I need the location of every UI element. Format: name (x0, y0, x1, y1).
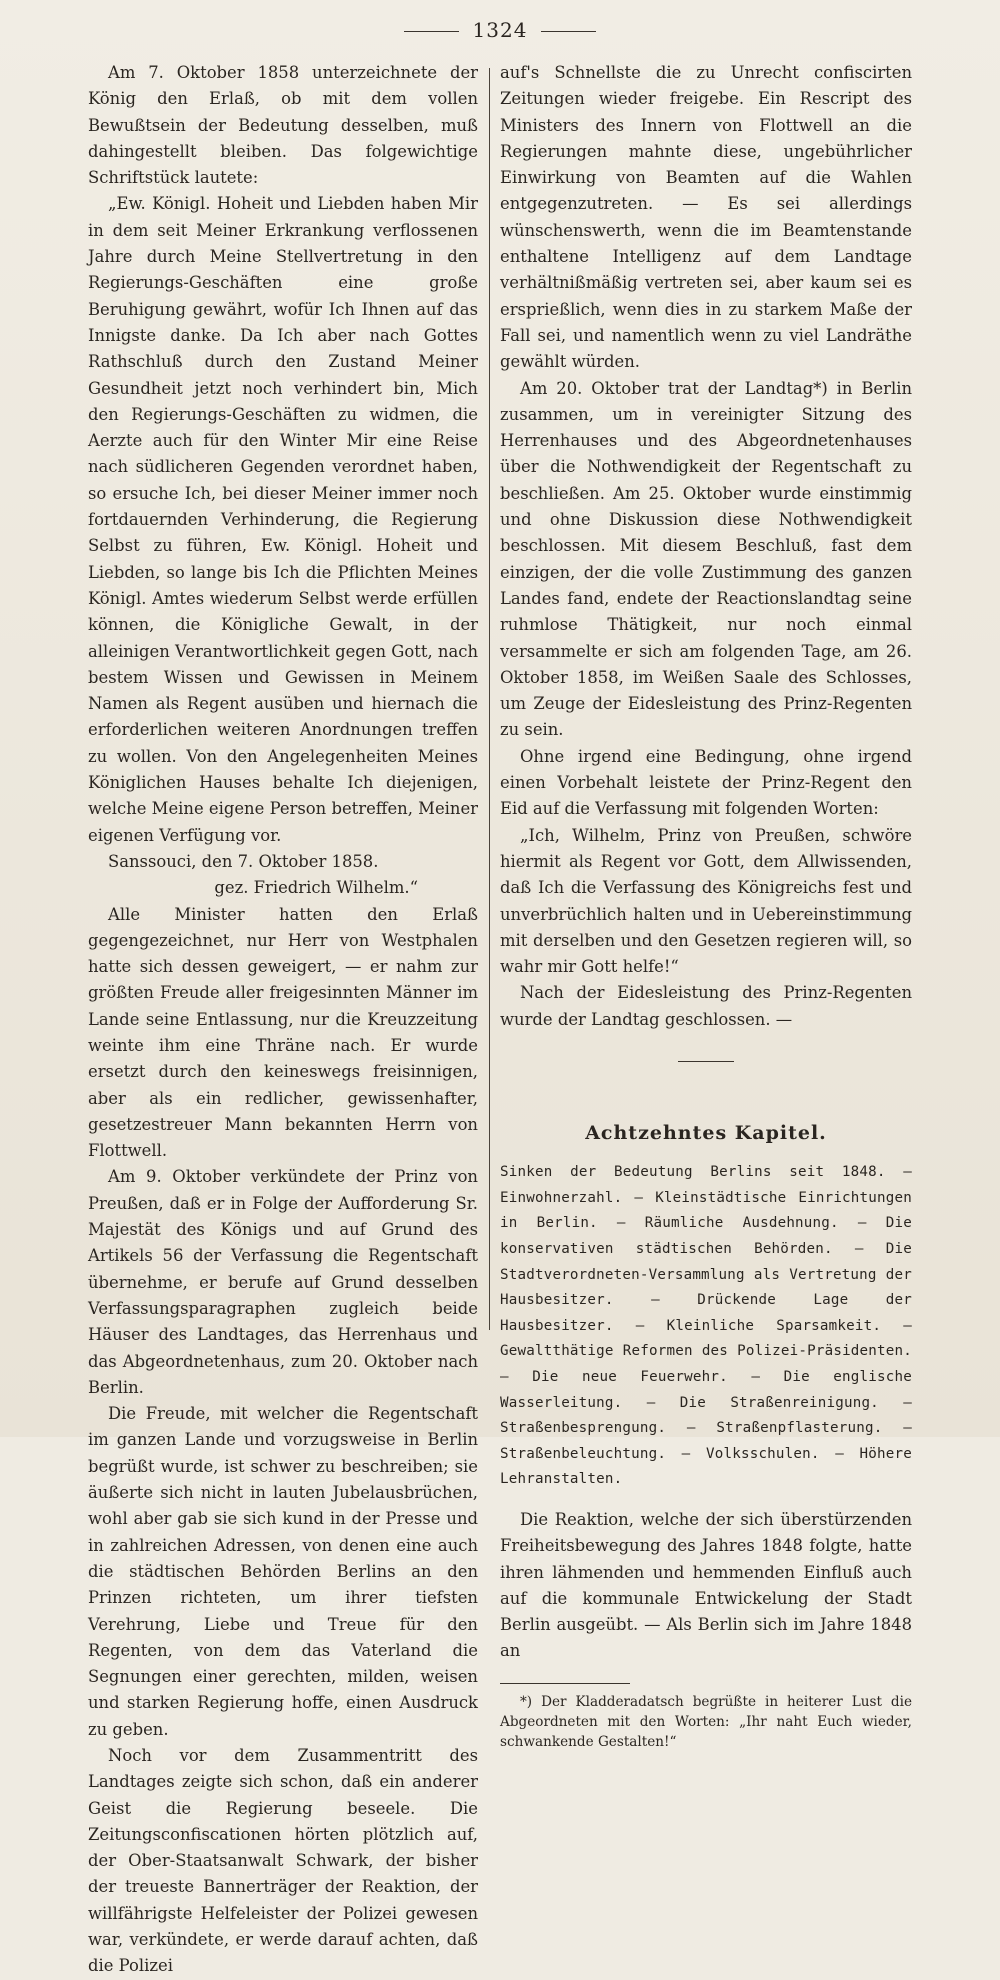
page-header (0, 18, 1000, 42)
left-column (88, 60, 478, 1976)
paragraph-rescript: auf's Schnellste die zu Unrecht confiscirten Zeitungen wieder freigebe. Ein Rescript des Ministers des Innern von Flottwell an die Regierungen mahnte diese, ungebührlicher Einwirkung von Beamten auf die Wahlen entgegenzutreten. — Es sei allerdings wünschenswerth, wenn die im Beamtenstande enthaltene Intelligenz auf dem Landtage verhältnißmäßig vertreten sei, aber kaum sei es ersprießlich, wenn dies in zu starkem Maße der Fall sei, und namentlich wenn zu viel Landräthe gewählt würden. (500, 63, 912, 372)
footnote-rule (500, 1683, 630, 1684)
section-rule (678, 1061, 734, 1062)
chapter-summary: Sinken der Bedeutung Berlins seit 1848. — Einwohnerzahl. — Kleinstädtische Einrichtungen in Berlin. — Räumliche Ausdehnung. — Die konservativen städtischen Behörden. — Die Stadtverordneten-Versammlung als Vertretung der Hausbesitzer. — Drückende Lage der Hausbesitzer. — Kleinliche Sparsamkeit. — Gewaltthätige Reformen des Polizei-Präsidenten. — Die neue Feuerwehr. — Die englische Wasserleitung. — Die Straßenreinigung. — Straßenbesprengung. — Straßenpflasterung. — Straßenbeleuchtung. — Volksschulen. — Höhere Lehranstalten. (500, 1164, 912, 1488)
paragraph-regency-announcement: Am 9. Oktober verkündete der Prinz von Preußen, daß er in Folge der Aufforderung Sr. Majestät des Königs und auf Grund des Artikels 56 der Verfassung die Regentschaft übernehme, er berufe auf Grund desselben Verfassungsparagraphen zugleich beide Häuser des Landtages, das Herrenhaus und das Abgeordnetenhaus, zum 20. Oktober nach Berlin. (88, 1167, 478, 1397)
column-divider (489, 68, 490, 1330)
paragraph-new-spirit: Noch vor dem Zusammentritt des Landtages zeigte sich schon, daß ein anderer Geist die Regierung beseele. Die Zeitungsconfiscationen hörten plötzlich auf, der Ober-Staatsanwalt Schwark, der bisher der treueste Bannerträger der Reaktion, der willfährigste Helfeleister der Polizei gewesen war, verkündete, er werde darauf achten, daß die Polizei (88, 1746, 478, 1976)
paragraph-ministers: Alle Minister hatten den Erlaß gegengezeichnet, nur Herr von Westphalen hatte sich dessen geweigert, — er nahm zur größten Freude aller freigesinnten Männer im Lande seine Entlassung, nur die Kreuzzeitung weinte ihm eine Thräne nach. Er wurde ersetzt durch den keineswegs freisinnigen, aber als ein redlicher, gewissenhafter, gesetzestreuer Mann bekannten Herrn von Flottwell. (88, 904, 478, 1161)
paragraph-oath-text: „Ich, Wilhelm, Prinz von Preußen, schwöre hiermit als Regent vor Gott, dem Allwissenden, daß Ich die Verfassung des Königreichs fest und unverbrüchlich halten und in Uebereinstimmung mit derselben und den Gesetzen regieren will, so wahr mir Gott helfe!“ (500, 825, 912, 977)
paragraph-erlass-signature: gez. Friedrich Wilhelm.“ (214, 878, 418, 898)
paragraph-joy: Die Freude, mit welcher die Regentschaft im ganzen Lande und vorzugsweise in Berlin begrüßt wurde, ist schwer zu beschreiben; sie äußerte sich nicht in lauten Jubelausbrüchen, wohl aber gab sie sich kund in der Presse und in zahlreichen Adressen, von denen eine auch die städtischen Behörden Berlins an den Prinzen richteten, um ihrer tiefsten Verehrung, Liebe und Treue für den Regenten, von dem das Vaterland die Segnungen einer gerechten, milden, weisen und starken Regierung hoffe, einen Ausdruck zu geben. (88, 1404, 478, 1739)
paragraph-landtag-closed: Nach der Eidesleistung des Prinz-Regenten wurde der Landtag geschlossen. — (500, 983, 912, 1029)
paragraph-erlass-text: „Ew. Königl. Hoheit und Liebden haben Mir in dem seit Meiner Erkrankung verflossenen Jahre durch Meine Stellvertretung in den Regierungs-Geschäften eine große Beruhigung gewährt, wofür Ich Ihnen auf das Innigste danke. Da Ich aber nach Gottes Rathschluß durch den Zustand Meiner Gesundheit jetzt noch verhindert bin, Mich den Regierungs-Geschäften zu widmen, die Aerzte auch für den Winter Mir eine Reise nach südlicheren Gegenden verordnet haben, so ersuche Ich, bei dieser Meiner immer noch fortdauernden Verhinderung, die Regierung Selbst zu führen, Ew. Königl. Hoheit und Liebden, so lange bis Ich die Pflichten Meines Königl. Amtes wiederum Selbst werde erfüllen können, die Königliche Gewalt, in der alleinigen Verantwortlichkeit gegen Gott, nach bestem Wissen und Gewissen in Meinem Namen als Regent ausüben und hiernach die erforderlichen weiteren Anordnungen treffen zu wollen. Von den Angelegenheiten Meines Königlichen Hauses behalte Ich diejenigen, welche Meine eigene Person betreffen, Meiner eigenen Verfügung vor. (88, 194, 478, 845)
header-rule-right (541, 31, 596, 32)
footnote: *) Der Kladderadatsch begrüßte in heiterer Lust die Abgeordneten mit den Worten: „Ihr naht Euch wieder, schwankende Gestalten!“ (500, 1693, 912, 1750)
header-rule-left (404, 31, 459, 32)
chapter-title: Achtzehntes Kapitel. (585, 1121, 827, 1144)
paragraph-erlass-intro: Am 7. Oktober 1858 unterzeichnete der König den Erlaß, ob mit dem vollen Bewußtsein der Bedeutung desselben, muß dahingestellt bleiben. Das folgewichtige Schriftstück lautete: (88, 63, 478, 188)
paragraph-chapter-body: Die Reaktion, welche der sich überstürzenden Freiheitsbewegung des Jahres 1848 folgte, hatte ihren lähmenden und hemmenden Einfluß auch auf die kommunale Entwickelung der Stadt Berlin ausgeübt. — Als Berlin sich im Jahre 1848 an (500, 1510, 912, 1661)
paragraph-landtag: Am 20. Oktober trat der Landtag*) in Berlin zusammen, um in vereinigter Sitzung des Herrenhauses und des Abgeordnetenhauses über die Nothwendigkeit der Regentschaft zu beschließen. Am 25. Oktober wurde einstimmig und ohne Diskussion diese Nothwendigkeit beschlossen. Mit diesem Beschluß, fast dem einzigen, der die volle Zustimmung des ganzen Landes fand, endete der Reactionslandtag seine ruhmlose Thätigkeit, nur noch einmal versammelte er sich am folgenden Tage, am 26. Oktober 1858, im Weißen Saale des Schlosses, um Zeuge der Eidesleistung des Prinz-Regenten zu sein. (500, 378, 912, 740)
paragraph-oath-intro: Ohne irgend eine Bedingung, ohne irgend einen Vorbehalt leistete der Prinz-Regent den Eid auf die Verfassung mit folgenden Worten: (500, 746, 912, 819)
paragraph-erlass-place-date: Sanssouci, den 7. Oktober 1858. (108, 851, 379, 871)
page-number: 1324 (472, 18, 528, 42)
right-column (500, 60, 912, 1750)
